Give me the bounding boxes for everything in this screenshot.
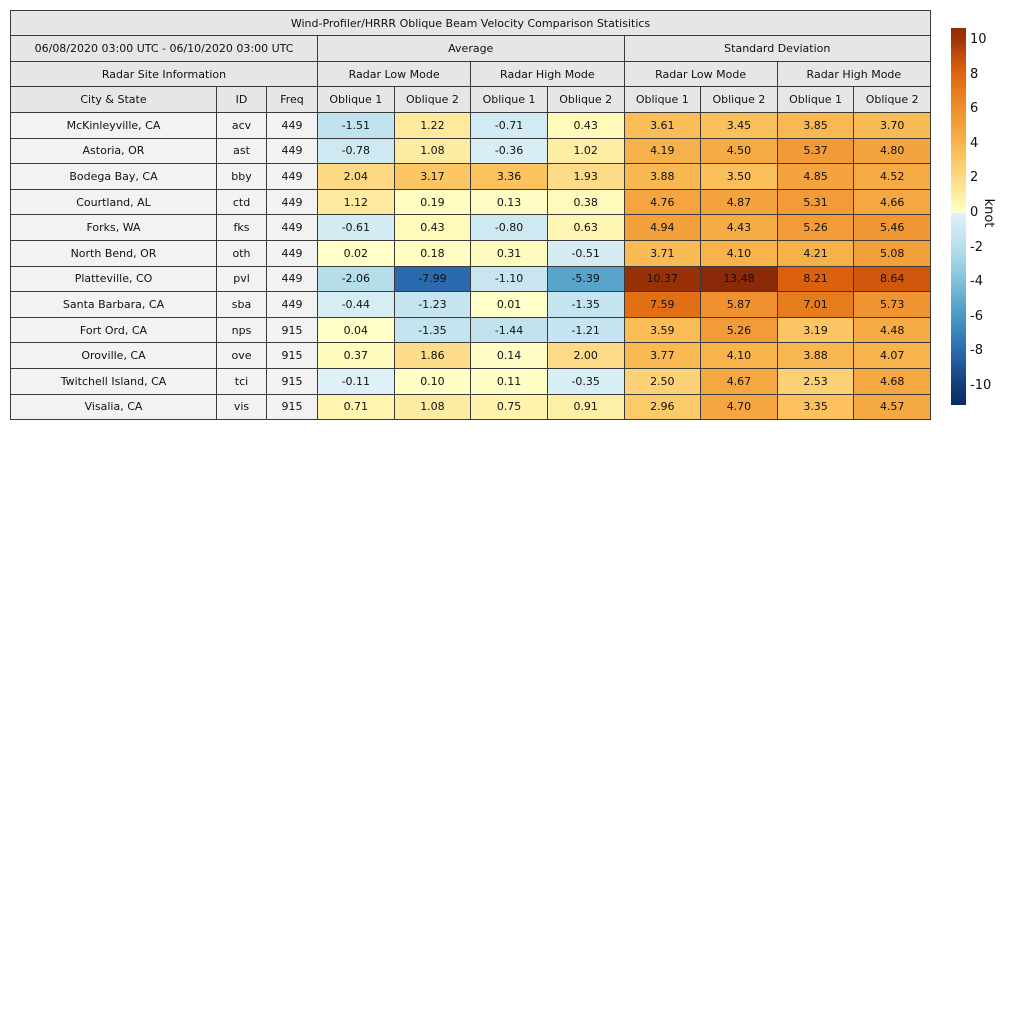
cell-value: 3.45 [701, 113, 778, 139]
cell-value: -0.78 [318, 138, 395, 164]
table-row [11, 138, 931, 164]
cell-value: -1.23 [394, 292, 471, 318]
cell-value: 0.38 [547, 189, 624, 215]
cell-value: 5.08 [854, 240, 931, 266]
cell-value: -1.35 [547, 292, 624, 318]
mode-header-avg-high: Radar High Mode [471, 62, 624, 87]
cell-value: 3.88 [624, 164, 701, 190]
cell-city: Forks, WA [11, 215, 217, 241]
cell-freq: 449 [267, 266, 318, 292]
cell-value: -0.71 [471, 113, 548, 139]
cell-value: 1.08 [394, 138, 471, 164]
cell-value: 4.48 [854, 317, 931, 343]
cell-value: -1.51 [318, 113, 395, 139]
cell-value: 0.91 [547, 394, 624, 420]
cell-value: 4.80 [854, 138, 931, 164]
mode-header-std-high: Radar High Mode [777, 62, 930, 87]
colorbar-tick-label: 6 [970, 101, 979, 117]
cell-value: 0.75 [471, 394, 548, 420]
column-header: Freq [267, 87, 318, 113]
cell-id: pvl [217, 266, 267, 292]
cell-city: Bodega Bay, CA [11, 164, 217, 190]
cell-value: 5.26 [777, 215, 854, 241]
column-header: Oblique 1 [624, 87, 701, 113]
cell-value: 0.19 [394, 189, 471, 215]
colorbar-tick-label: 4 [970, 135, 979, 151]
table-row [11, 266, 931, 292]
cell-value: -1.44 [471, 317, 548, 343]
cell-value: 3.70 [854, 113, 931, 139]
cell-value: -1.10 [471, 266, 548, 292]
cell-value: 3.17 [394, 164, 471, 190]
cell-id: oth [217, 240, 267, 266]
cell-value: 1.93 [547, 164, 624, 190]
cell-value: 4.68 [854, 368, 931, 394]
colorbar-tick-label: -2 [970, 239, 983, 255]
cell-value: 4.76 [624, 189, 701, 215]
cell-value: 7.59 [624, 292, 701, 318]
column-header: Oblique 1 [471, 87, 548, 113]
column-header: ID [217, 87, 267, 113]
cell-value: 4.85 [777, 164, 854, 190]
cell-value: 1.02 [547, 138, 624, 164]
cell-value: 0.02 [318, 240, 395, 266]
cell-value: -2.06 [318, 266, 395, 292]
cell-value: -0.11 [318, 368, 395, 394]
column-header: Oblique 1 [777, 87, 854, 113]
cell-value: 3.77 [624, 343, 701, 369]
cell-value: 3.85 [777, 113, 854, 139]
colorbar-tick-label: -4 [970, 274, 983, 290]
mode-header-std-low: Radar Low Mode [624, 62, 777, 87]
cell-value: 3.35 [777, 394, 854, 420]
cell-city: Fort Ord, CA [11, 317, 217, 343]
cell-value: -5.39 [547, 266, 624, 292]
site-info-header: Radar Site Information [11, 62, 318, 87]
cell-value: 1.08 [394, 394, 471, 420]
cell-value: 0.63 [547, 215, 624, 241]
table-title: Wind-Profiler/HRRR Oblique Beam Velocity Comparison Statisitics [11, 11, 931, 36]
cell-freq: 915 [267, 368, 318, 394]
cell-value: 0.13 [471, 189, 548, 215]
table-row [11, 113, 931, 139]
column-header: Oblique 2 [394, 87, 471, 113]
cell-value: 0.43 [394, 215, 471, 241]
column-header-row [11, 87, 931, 113]
colorbar-tick-label: -8 [970, 343, 983, 359]
cell-id: bby [217, 164, 267, 190]
cell-value: 4.70 [701, 394, 778, 420]
table-row [11, 368, 931, 394]
cell-value: 0.71 [318, 394, 395, 420]
cell-value: 7.01 [777, 292, 854, 318]
cell-value: -0.80 [471, 215, 548, 241]
cell-value: 5.31 [777, 189, 854, 215]
cell-city: Visalia, CA [11, 394, 217, 420]
cell-city: Platteville, CO [11, 266, 217, 292]
cell-value: 3.50 [701, 164, 778, 190]
cell-city: Courtland, AL [11, 189, 217, 215]
cell-value: 0.43 [547, 113, 624, 139]
cell-value: 0.14 [471, 343, 548, 369]
table-row [11, 394, 931, 420]
column-header: City & State [11, 87, 217, 113]
column-header: Oblique 2 [547, 87, 624, 113]
cell-value: -0.36 [471, 138, 548, 164]
colorbar-gradient [951, 28, 966, 405]
cell-value: -1.21 [547, 317, 624, 343]
column-header: Oblique 1 [318, 87, 395, 113]
cell-value: -0.51 [547, 240, 624, 266]
group-header-stddev: Standard Deviation [624, 36, 931, 62]
cell-freq: 915 [267, 343, 318, 369]
colorbar-tick-label: 8 [970, 66, 979, 82]
group-header-row [11, 36, 931, 62]
mode-header-avg-low: Radar Low Mode [318, 62, 471, 87]
cell-value: 2.96 [624, 394, 701, 420]
cell-freq: 915 [267, 394, 318, 420]
colorbar-tick-label: 2 [970, 170, 979, 186]
cell-value: 4.87 [701, 189, 778, 215]
cell-value: 2.00 [547, 343, 624, 369]
cell-id: ast [217, 138, 267, 164]
cell-value: -0.44 [318, 292, 395, 318]
colorbar-unit-label: knot [981, 198, 996, 228]
date-range: 06/08/2020 03:00 UTC - 06/10/2020 03:00 UTC [11, 36, 318, 62]
cell-freq: 449 [267, 113, 318, 139]
cell-freq: 449 [267, 240, 318, 266]
table-row [11, 343, 931, 369]
cell-value: 8.21 [777, 266, 854, 292]
cell-value: 3.88 [777, 343, 854, 369]
cell-value: 4.07 [854, 343, 931, 369]
cell-value: 0.31 [471, 240, 548, 266]
cell-value: 4.10 [701, 240, 778, 266]
cell-value: -0.35 [547, 368, 624, 394]
cell-value: 4.10 [701, 343, 778, 369]
cell-value: -0.61 [318, 215, 395, 241]
cell-value: 1.86 [394, 343, 471, 369]
cell-value: 10.37 [624, 266, 701, 292]
cell-value: 4.67 [701, 368, 778, 394]
cell-freq: 449 [267, 292, 318, 318]
cell-value: 4.19 [624, 138, 701, 164]
table-title-row [11, 11, 931, 36]
table-row [11, 164, 931, 190]
cell-city: Twitchell Island, CA [11, 368, 217, 394]
cell-value: 8.64 [854, 266, 931, 292]
cell-value: 3.59 [624, 317, 701, 343]
cell-value: 4.52 [854, 164, 931, 190]
cell-id: ctd [217, 189, 267, 215]
cell-value: 5.87 [701, 292, 778, 318]
cell-freq: 449 [267, 164, 318, 190]
cell-value: 3.19 [777, 317, 854, 343]
cell-value: -7.99 [394, 266, 471, 292]
cell-value: 3.71 [624, 240, 701, 266]
cell-freq: 449 [267, 189, 318, 215]
cell-id: tci [217, 368, 267, 394]
cell-value: 2.53 [777, 368, 854, 394]
cell-value: 4.94 [624, 215, 701, 241]
table-row [11, 292, 931, 318]
cell-value: 0.18 [394, 240, 471, 266]
column-header: Oblique 2 [701, 87, 778, 113]
cell-value: 3.61 [624, 113, 701, 139]
cell-value: 5.73 [854, 292, 931, 318]
cell-value: 1.12 [318, 189, 395, 215]
cell-value: 0.01 [471, 292, 548, 318]
column-header: Oblique 2 [854, 87, 931, 113]
cell-value: 2.04 [318, 164, 395, 190]
cell-id: nps [217, 317, 267, 343]
cell-freq: 449 [267, 215, 318, 241]
cell-value: 5.26 [701, 317, 778, 343]
cell-value: 4.66 [854, 189, 931, 215]
cell-value: -1.35 [394, 317, 471, 343]
cell-freq: 449 [267, 138, 318, 164]
colorbar-tick-label: -10 [970, 377, 992, 393]
cell-id: sba [217, 292, 267, 318]
cell-id: fks [217, 215, 267, 241]
cell-value: 4.21 [777, 240, 854, 266]
mode-header-row [11, 62, 931, 87]
cell-value: 0.11 [471, 368, 548, 394]
table-row [11, 215, 931, 241]
cell-value: 0.37 [318, 343, 395, 369]
table-row [11, 317, 931, 343]
cell-value: 4.57 [854, 394, 931, 420]
cell-value: 5.37 [777, 138, 854, 164]
cell-freq: 915 [267, 317, 318, 343]
cell-id: ove [217, 343, 267, 369]
cell-value: 0.10 [394, 368, 471, 394]
cell-id: acv [217, 113, 267, 139]
cell-city: North Bend, OR [11, 240, 217, 266]
cell-value: 4.50 [701, 138, 778, 164]
colorbar-tick-label: -6 [970, 308, 983, 324]
table-row [11, 240, 931, 266]
stats-table [10, 10, 931, 420]
group-header-average: Average [318, 36, 625, 62]
table-row [11, 189, 931, 215]
colorbar-tick-label: 0 [970, 205, 979, 221]
cell-value: 4.43 [701, 215, 778, 241]
cell-city: McKinleyville, CA [11, 113, 217, 139]
cell-value: 3.36 [471, 164, 548, 190]
cell-value: 1.22 [394, 113, 471, 139]
cell-value: 2.50 [624, 368, 701, 394]
cell-value: 0.04 [318, 317, 395, 343]
colorbar-tick-label: 10 [970, 32, 987, 48]
cell-value: 13.48 [701, 266, 778, 292]
cell-city: Astoria, OR [11, 138, 217, 164]
cell-value: 5.46 [854, 215, 931, 241]
cell-city: Oroville, CA [11, 343, 217, 369]
cell-id: vis [217, 394, 267, 420]
cell-city: Santa Barbara, CA [11, 292, 217, 318]
